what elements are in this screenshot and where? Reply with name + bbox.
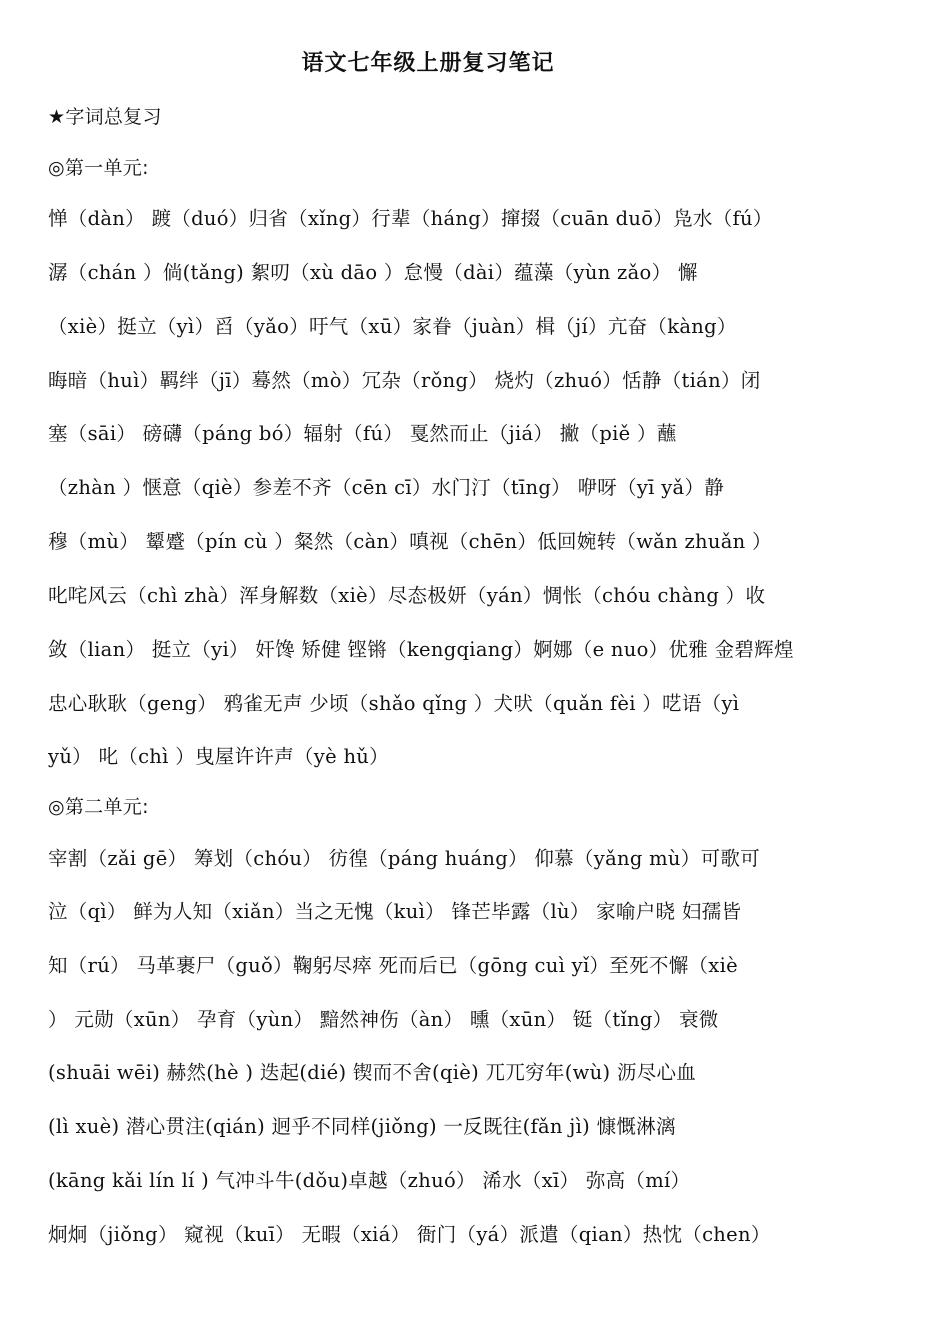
unit2-line: 炯炯（jiǒng） 窥视（kuī） 无暇（xiá） 衙门（yá）派遣（qian）热忱（chen） xyxy=(48,1223,771,1246)
unit1-line: 叱咤风云（chì zhà）浑身解数（xiè）尽态极妍（yán）惆怅（chóu chàng ）收 xyxy=(48,584,766,607)
unit1-line: 晦暗（huì）羁绊（jī）蓦然（mò）冗杂（rǒng） 烧灼（zhuó）恬静（tián）闭 xyxy=(48,369,761,392)
unit2-line: (kāng kǎi lín lí ) 气冲斗牛(dǒu)卓越（zhuó） 浠水（xī） 弥高（mí） xyxy=(48,1169,691,1192)
unit2-line: (lì xuè) 潜心贯注(qián) 迥乎不同样(jiǒng) 一反既往(fǎn jì) 慷慨淋漓 xyxy=(48,1115,676,1138)
unit1-line: 穆（mù） 颦蹙（pín cù ）粲然（càn）嗔视（chēn）低回婉转（wǎn zhuǎn ） xyxy=(48,530,772,553)
unit2-line: 宰割（zǎi gē） 筹划（chóu） 彷徨（páng huáng） 仰慕（yǎng mù）可歌可 xyxy=(48,847,760,870)
unit1-heading: ◎第一单元: xyxy=(48,157,149,179)
unit1-line: yǔ） 叱（chì ）曳屋许许声（yè hǔ） xyxy=(48,745,389,768)
unit1-line: 塞（sāi） 磅礴（páng bó）辐射（fú） 戛然而止（jiá） 撇（piě ）蘸 xyxy=(48,422,677,445)
unit2-heading: ◎第二单元: xyxy=(48,796,149,818)
unit2-line: 知（rú） 马革裹尸（guǒ）鞠躬尽瘁 死而后已（gōng cuì yǐ）至死不懈（xiè xyxy=(48,954,738,977)
unit1-line: 潺（chán ）倘(tǎng) 絮叨（xù dāo ）怠慢（dài）蕴藻（yùn zǎo） 懈 xyxy=(48,261,698,284)
unit2-line: (shuāi wēi) 赫然(hè ) 迭起(dié) 锲而不舍(qiè) 兀兀穷年(wù) 沥尽心血 xyxy=(48,1061,697,1084)
unit1-line: （zhàn ）惬意（qiè）参差不齐（cēn cī）水门汀（tīng） 咿呀（yī yǎ）静 xyxy=(48,476,725,499)
document-title: 语文七年级上册复习笔记 xyxy=(301,51,555,76)
unit1-line: 惮（dàn） 踱（duó）归省（xǐng）行辈（háng）撺掇（cuān duō）凫水（fú） xyxy=(48,207,773,230)
section-heading: ★字词总复习 xyxy=(48,106,162,128)
unit2-line: ） 元勋（xūn） 孕育（yùn） 黯然神伤（àn） 曛（xūn） 铤（tǐng） 衰微 xyxy=(48,1008,719,1031)
unit1-line: 敛（lian） 挺立（yi） 奸馋 矫健 铿锵（kengqiang）婀娜（e nuo）优雅 金碧辉煌 xyxy=(48,638,794,661)
unit1-line: 忠心耿耿（geng） 鸦雀无声 少顷（shǎo qǐng ）犬吠（quǎn fèi ）呓语（yì xyxy=(48,692,740,715)
unit1-line: （xiè）挺立（yì）舀（yǎo）吁气（xū）家眷（juàn）楫（jí）亢奋（kàng） xyxy=(48,315,737,338)
unit2-line: 泣（qì） 鲜为人知（xiǎn）当之无愧（kuì） 锋芒毕露（lù） 家喻户晓 妇孺皆 xyxy=(48,900,742,923)
